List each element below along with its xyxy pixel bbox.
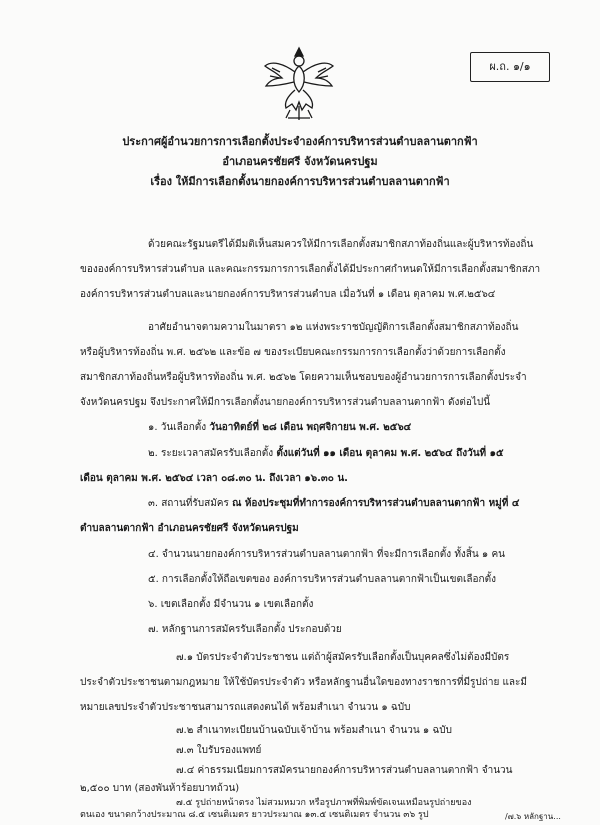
election-date: วันอาทิตย์ที่ ๒๘ เดือน พฤศจิกายน พ.ศ. ๒๕๖๔: [209, 422, 412, 433]
item-2-line2: เดือน ตุลาคม พ.ศ. ๒๕๖๔ เวลา ๐๘.๓๐ น. ถึงเวลา ๑๖.๓๐ น.: [80, 473, 348, 484]
form-code-box: ผ.ถ. ๑/๑: [470, 52, 550, 82]
para2-line3: สมาชิกสภาท้องถิ่นหรือผู้บริหารท้องถิ่น พ.ศ. ๒๕๖๒ โดยความเห็นชอบของผู้อำนวยการการเลือกตั้งประจำ: [80, 372, 527, 383]
continuation-marker: /๗.๖ หลักฐาน...: [505, 812, 561, 821]
para1-line2: ขององค์การบริหารส่วนตำบล และคณะกรรมการการเลือกตั้งได้มีประกาศกำหนดให้มีการเลือกตั้งสมาชิกสภา: [80, 264, 541, 275]
item-7-1-line1: ๗.๑ บัตรประจำตัวประชาชน แต่ถ้าผู้สมัครรับเลือกตั้งเป็นบุคคลซึ่งไม่ต้องมีบัตร: [176, 652, 510, 663]
district-province: อำเภอนครชัยศรี จังหวัดนครปฐม: [222, 155, 378, 168]
para2-line1: อาศัยอำนาจตามความในมาตรา ๑๒ แห่งพระราชบัญญัติการเลือกตั้งสมาชิกสภาท้องถิ่น: [148, 322, 519, 333]
item-4: ๔. จำนวนนายกองค์การบริหารส่วนตำบลลานตากฟ้า ที่จะมีการเลือกตั้ง ทั้งสิ้น ๑ คน: [148, 549, 505, 560]
item-7-2: ๗.๒ สำเนาทะเบียนบ้านฉบับเจ้าบ้าน พร้อมสำเนา จำนวน ๑ ฉบับ: [176, 725, 452, 736]
para1-line3: องค์การบริหารส่วนตำบลและนายกองค์การบริหารส่วนตำบล เมื่อวันที่ ๑ เดือน ตุลาคม พ.ศ.๒๕๖๔: [80, 289, 496, 300]
item-7-4-line2: ๒,๕๐๐ บาท (สองพันห้าร้อยบาทถ้วน): [80, 783, 240, 794]
item-1: [148, 421, 411, 435]
application-period: ตั้งแต่วันที่ ๑๑ เดือน ตุลาคม พ.ศ. ๒๕๖๔ ถึงวันที่ ๑๕: [276, 448, 504, 459]
subject-line: เรื่อง ให้มีการเลือกตั้งนายกองค์การบริหารส่วนตำบลลานตากฟ้า: [150, 175, 450, 188]
item-3: [148, 497, 519, 511]
item-3-label: ๓. สถานที่รับสมัคร: [148, 498, 229, 509]
item-7-4-line1: ๗.๔ ค่าธรรมเนียมการสมัครนายกองค์การบริหารส่วนตำบลลานตากฟ้า จำนวน: [176, 765, 513, 776]
para2-line2: หรือผู้บริหารท้องถิ่น พ.ศ. ๒๕๖๒ และข้อ ๗ ของระเบียบคณะกรรมการการเลือกตั้งว่าด้วยการเลือกตั้ง: [80, 347, 506, 358]
para2-line4: จังหวัดนครปฐม จึงประกาศให้มีการเลือกตั้งนายกองค์การบริหารส่วนตำบลลานตากฟ้า ดังต่อไปนี้: [80, 397, 491, 408]
item-5: ๕. การเลือกตั้งให้ถือเขตของ องค์การบริหารส่วนตำบลลานตากฟ้าเป็นเขตเลือกตั้ง: [148, 574, 496, 585]
item-7-5-line1: ๗.๕ รูปถ่ายหน้าตรง ไม่สวมหมวก หรือรูปภาพที่พิมพ์ขัดเจนเหมือนรูปถ่ายของ: [176, 798, 472, 808]
item-7-1-line3: หมายเลขประจำตัวประชาชนสามารถแสดงตนได้ พร้อมสำเนา จำนวน ๑ ฉบับ: [80, 702, 411, 713]
garuda-emblem: [262, 44, 336, 124]
item-2-label: ๒. ระยะเวลาสมัครรับเลือกตั้ง: [148, 448, 274, 459]
para1-line1: ด้วยคณะรัฐมนตรีได้มีมติเห็นสมควรให้มีการเลือกตั้งสมาชิกสภาท้องถิ่นและผู้บริหารท้องถิ่น: [148, 239, 534, 250]
item-6: ๖. เขตเลือกตั้ง มีจำนวน ๑ เขตเลือกตั้ง: [148, 599, 314, 610]
item-7-3: ๗.๓ ใบรับรองแพทย์: [176, 745, 262, 756]
announcement-title: ประกาศผู้อำนวยการการเลือกตั้งประจำองค์การบริหารส่วนตำบลลานตากฟ้า: [122, 135, 478, 148]
item-2: [148, 447, 504, 461]
item-1-label: ๑. วันเลือกตั้ง: [148, 422, 207, 433]
item-7-5-line2: ตนเอง ขนาดกว้างประมาณ ๘.๕ เซนติเมตร ยาวประมาณ ๑๓.๕ เซนติเมตร จำนวน ๓๖ รูป: [80, 810, 429, 820]
item-7-1-line2: ประจำตัวประชาชนตามกฎหมาย ให้ใช้บัตรประจำตัว หรือหลักฐานอื่นใดของทางราชการที่มีรูปถ่าย และมี: [80, 677, 528, 688]
item-3-line2: ตำบลลานตากฟ้า อำเภอนครชัยศรี จังหวัดนครปฐม: [80, 523, 299, 534]
item-7: ๗. หลักฐานการสมัครรับเลือกตั้ง ประกอบด้วย: [148, 624, 342, 635]
application-venue: ณ ห้องประชุมที่ทำการองค์การบริหารส่วนตำบลลานตากฟ้า หมู่ที่ ๔: [232, 498, 520, 509]
